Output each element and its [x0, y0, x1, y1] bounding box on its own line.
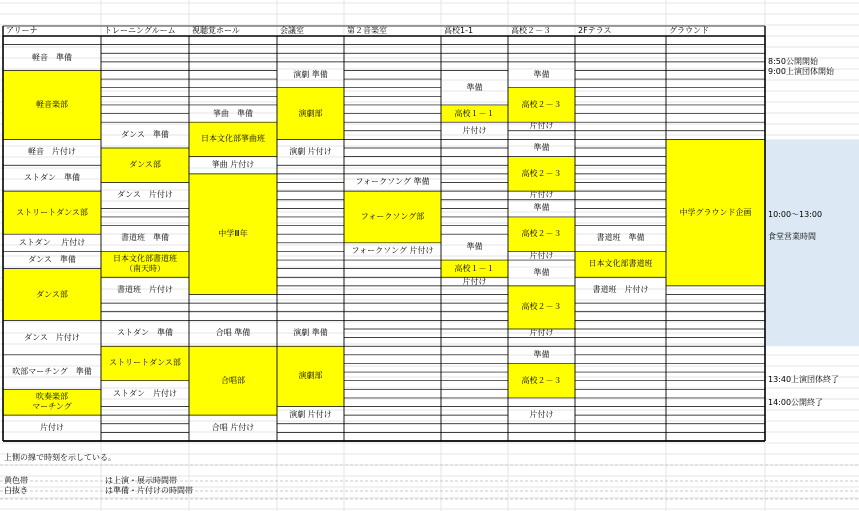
event-label: 中学Ⅲ年	[218, 229, 248, 239]
event-label: フォークソング部	[360, 211, 425, 221]
prep-label: 書道班 準備	[121, 233, 169, 243]
prep-label: 箏曲 片付け	[211, 160, 255, 170]
column-header: グラウンド	[669, 26, 709, 35]
event-label: ストリートダンス部	[16, 207, 88, 217]
prep-label: 片付け	[529, 191, 554, 200]
event-label: ストリートダンス部	[109, 358, 181, 368]
legend-yellow-label: 黄色帯	[4, 476, 28, 485]
prep-label: 演劇 準備	[293, 328, 328, 338]
event-label: 日本文化部書道班 （南天時）	[113, 254, 177, 274]
prep-label: 軽音 準備	[32, 52, 72, 62]
prep-label: 片付け	[529, 328, 554, 338]
prep-label: 準備	[533, 69, 550, 79]
note-perf-end: 13:40上演団体終了	[768, 375, 840, 384]
prep-label: 演劇 準備	[293, 69, 328, 79]
prep-label: 準備	[533, 267, 550, 277]
prep-label: ストダン 準備	[23, 173, 81, 183]
column-header: 会議室	[280, 26, 304, 35]
prep-label: ダンス 準備	[28, 255, 76, 265]
prep-label: 合唱 片付け	[211, 423, 255, 433]
event-label: ダンス部	[129, 160, 161, 170]
prep-label: 書道班 片付け	[592, 285, 649, 295]
cafeteria-band	[766, 139, 859, 346]
event-label: 演劇部	[298, 108, 323, 118]
prep-label: 片付け	[529, 122, 554, 131]
prep-label: 演劇 片付け	[289, 410, 332, 420]
prep-label: ダンス 片付け	[117, 190, 173, 200]
column-header: 高校２－３	[511, 26, 551, 35]
prep-label: 書道班 準備	[596, 233, 645, 243]
column-header: アリーナ	[6, 26, 38, 35]
column-header: 視聴覚ホール	[192, 26, 240, 35]
event-label: 日本文化部書道班	[588, 259, 653, 269]
legend-yellow-desc: は上演・展示時間帯	[105, 476, 177, 485]
note-perf-start: 9:00上演団体開始	[768, 67, 834, 76]
prep-label: フォークソング 片付け	[351, 246, 434, 256]
legend-caption: 上側の線で時刻を示している。	[4, 453, 116, 462]
event-label: 軽音楽部	[36, 99, 68, 109]
note-open-start: 8:50公開開始	[768, 57, 818, 66]
prep-label: 書道班 片付け	[117, 285, 173, 295]
prep-label: ストダン 片付け	[18, 237, 86, 247]
event-label: 高校１－１	[454, 263, 495, 273]
prep-label: 軽音 片付け	[28, 147, 76, 157]
prep-label: 準備	[533, 349, 550, 359]
prep-label: 吹部マーチング 準備	[12, 367, 92, 377]
prep-label: 片付け	[40, 423, 64, 433]
note-open-end: 14:00公開終了	[768, 398, 824, 407]
event-label: 中学グラウンド企画	[679, 207, 752, 217]
prep-label: ストダン 片付け	[112, 388, 178, 398]
event-label: 高校１－１	[454, 108, 495, 118]
column-header: トレーニングルーム	[104, 26, 176, 35]
column-header: 高校1-1	[444, 26, 474, 35]
prep-label: 合唱 準備	[215, 328, 251, 338]
prep-label: 箏曲 準備	[213, 108, 253, 118]
event-label: 日本文化部箏曲班	[201, 134, 265, 144]
event-label: 高校２－３	[521, 99, 562, 109]
note-cafeteria-time: 10:00～13:00	[768, 210, 823, 219]
event-label: 吹奏楽部 マーチング	[32, 392, 72, 412]
prep-label: 準備	[533, 143, 550, 152]
prep-label: 演劇 片付け	[289, 147, 332, 157]
column-header: 2Fテラス	[578, 26, 612, 35]
prep-label: 準備	[533, 203, 550, 213]
legend-white-desc: は準備・片付けの時間帯	[105, 486, 193, 495]
legend-white-label: 白抜き	[4, 486, 28, 495]
prep-label: 片付け	[529, 410, 554, 420]
prep-label: 準備	[466, 82, 483, 92]
note-cafeteria-label: 食堂営業時間	[768, 232, 816, 241]
prep-label: ダンス 準備	[121, 130, 169, 140]
prep-label: ダンス 片付け	[24, 332, 80, 342]
event-label: 演劇部	[298, 371, 323, 381]
column-header: 第２音楽室	[347, 26, 387, 35]
prep-label: 準備	[466, 242, 483, 252]
event-label: 合唱部	[221, 375, 245, 385]
event-label: 高校２－３	[521, 302, 562, 312]
prep-label: ストダン 準備	[116, 328, 174, 338]
event-label: ダンス部	[36, 289, 68, 299]
event-label: 高校２－３	[521, 375, 562, 385]
prep-label: フォークソング 準備	[355, 177, 430, 187]
prep-label: 片付け	[529, 251, 554, 260]
event-label: 高校２－３	[521, 168, 562, 178]
event-label: 高校２－３	[521, 229, 562, 239]
prep-label: 片付け	[462, 125, 487, 135]
prep-label: 片付け	[462, 277, 487, 286]
